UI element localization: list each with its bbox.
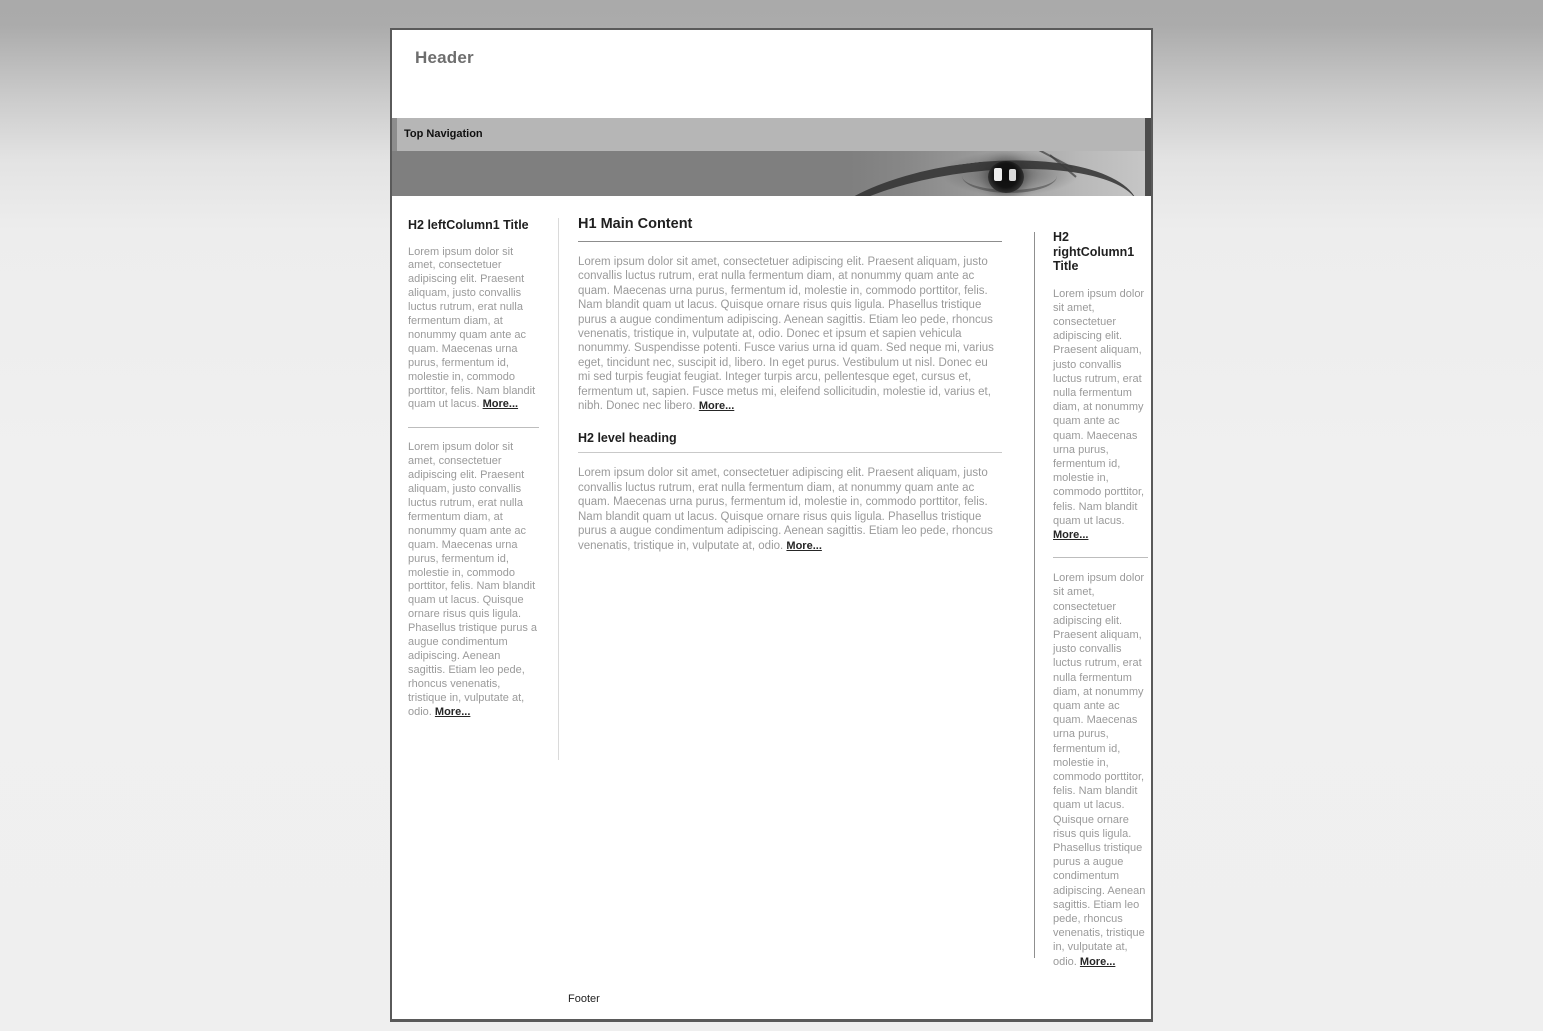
- content-area: [392, 196, 1151, 988]
- main-content: [578, 216, 1002, 553]
- left-column-paragraph: [408, 246, 539, 413]
- right-column: [1053, 230, 1148, 969]
- page-footer: [392, 993, 1151, 1019]
- paragraph-text: Lorem ipsum dolor sit amet, consectetuer adipiscing elit. Praesent aliquam, justo convallis luctus rutrum, erat nulla fermentum diam, at nonummy quam ante ac quam. Maecenas urna purus, fermentum id, molestie in, commodo porttitor, felis. Nam blandit quam ut lacus. Quisque ornare risus quis ligula. Phasellus tristique purus a augue condimentum adipiscing. Aenean sagittis. Etiam leo pede, rhoncus venenatis, tristique in, vulputate at, odio. Donec et ipsum et sapien vehicula nonummy. Suspendisse potenti. Fusce varius urna id quam. Sed neque mi, varius eget, tincidunt nec, suscipit id, libero. In eget purus. Vestibulum ut nisl. Donec eu mi sed turpis feugiat feugiat. Integer turpis arcu, pellentesque eget, cursus et, fermentum ut, sapien. Fusce metus mi, eleifend sollicitudin, molestie id, varius et, nibh. Donec nec libero.: [578, 256, 994, 413]
- more-link[interactable]: More...: [1079, 955, 1116, 968]
- main-paragraph: [578, 255, 1002, 413]
- left-column-border: [558, 218, 559, 760]
- paragraph-text: Lorem ipsum dolor sit amet, consectetuer adipiscing elit. Praesent aliquam, justo convallis luctus rutrum, erat nulla fermentum diam, at nonummy quam ante ac quam. Maecenas urna purus, fermentum id, molestie in, commodo porttitor, felis. Nam blandit quam ut lacus. Quisque ornare risus quis ligula. Phasellus tristique purus a augue condimentum adipiscing. Aenean sagittis. Etiam leo pede, rhoncus venenatis, tristique in, vulputate at, odio.: [408, 441, 538, 718]
- page-header: [392, 30, 1151, 118]
- more-link[interactable]: More...: [434, 705, 471, 718]
- paragraph-text: Lorem ipsum dolor sit amet, consectetuer adipiscing elit. Praesent aliquam, justo convallis luctus rutrum, erat nulla fermentum diam, at nonummy quam ante ac quam. Maecenas urna purus, fermentum id, molestie in, commodo porttitor, felis. Nam blandit quam ut lacus. Quisque ornare risus quis ligula. Phasellus tristique purus a augue condimentum adipiscing. Aenean sagittis. Etiam leo pede, rhoncus venenatis, tristique in, vulputate at, odio.: [578, 467, 993, 552]
- left-column-title: H2 leftColumn1 Title: [408, 218, 529, 232]
- top-navigation-bar[interactable]: [392, 118, 1151, 151]
- eye-iris: [988, 161, 1024, 193]
- right-column-title: H2 rightColumn1 Title: [1053, 230, 1135, 273]
- paragraph-text: Lorem ipsum dolor sit amet, consectetuer adipiscing elit. Praesent aliquam, justo convallis luctus rutrum, erat nulla fermentum diam, at nonummy quam ante ac quam. Maecenas urna purus, fermentum id, molestie in, commodo porttitor, felis. Nam blandit quam ut lacus. Quisque ornare risus quis ligula. Phasellus tristique purus a augue condimentum adipiscing. Aenean sagittis. Etiam leo pede, rhoncus venenatis, tristique in, vulputate at, odio.: [1053, 572, 1146, 968]
- left-column: [408, 218, 539, 720]
- left-column-paragraph: [408, 441, 539, 719]
- more-link[interactable]: More...: [482, 398, 519, 411]
- iris-highlight: [1009, 169, 1016, 181]
- main-heading: H1 Main Content: [578, 216, 1002, 242]
- footer-label: Footer: [568, 993, 600, 1005]
- more-link[interactable]: More...: [1053, 528, 1089, 541]
- main-subheading: H2 level heading: [578, 431, 1002, 453]
- paragraph-text: Lorem ipsum dolor sit amet, consectetuer adipiscing elit. Praesent aliquam, justo convallis luctus rutrum, erat nulla fermentum diam, at nonummy quam ante ac quam. Maecenas urna purus, fermentum id, molestie in, commodo porttitor, felis. Nam blandit quam ut lacus.: [1053, 287, 1145, 527]
- more-link[interactable]: More...: [786, 539, 822, 552]
- eye-photo: [850, 151, 1145, 196]
- right-column-paragraph: [1053, 571, 1148, 969]
- iris-highlight: [994, 168, 1002, 181]
- page-container: [390, 28, 1153, 1022]
- banner-image: [392, 151, 1151, 196]
- more-link[interactable]: More...: [698, 400, 735, 413]
- paragraph-text: Lorem ipsum dolor sit amet, consectetuer adipiscing elit. Praesent aliquam, justo convallis luctus rutrum, erat nulla fermentum diam, at nonummy quam ante ac quam. Maecenas urna purus, fermentum id, molestie in, commodo porttitor, felis. Nam blandit quam ut lacus.: [408, 245, 536, 411]
- right-column-divider: [1053, 557, 1148, 558]
- main-paragraph: [578, 466, 1002, 552]
- header-title: Header: [415, 48, 474, 67]
- left-column-divider: [408, 427, 539, 428]
- top-navigation-label: Top Navigation: [404, 128, 483, 140]
- right-column-paragraph: [1053, 287, 1148, 543]
- right-column-border: [1034, 232, 1035, 958]
